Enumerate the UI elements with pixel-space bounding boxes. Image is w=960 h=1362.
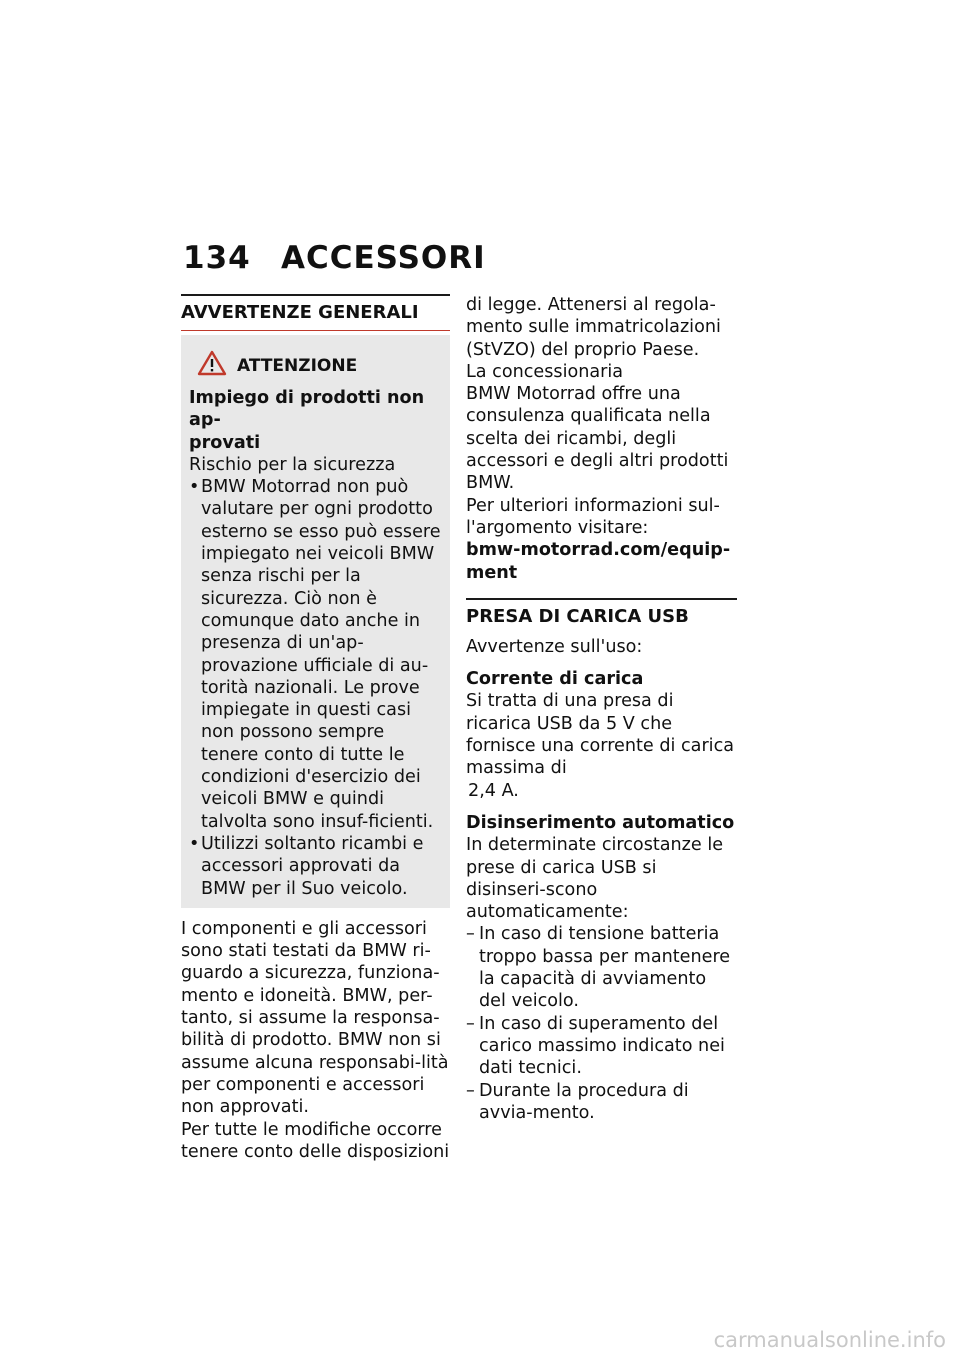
- warning-title: ATTENZIONE: [237, 355, 358, 376]
- watermark: carmanualsonline.info: [713, 1328, 946, 1352]
- current-value: 2,4 A.: [468, 780, 519, 801]
- warning-triangle-icon: [197, 350, 227, 382]
- dealer-title: La concessionaria: [466, 361, 624, 382]
- auto-shutoff-title: Disinserimento automatico: [466, 812, 735, 833]
- warning-bullet: • BMW Motorrad non può valutare per ogni prodotto esterno se esso può essere impiegato nei veicoli BMW senza rischi per la sicurezza. Ciò non è comunque dato anche in presenza di un'ap-provazione ufficiale di au-torità nazionali. Le prove impiegate in questi casi non possono sempre tenere conto di tutte le condizioni d'esercizio dei veicoli BMW e quindi talvolta sono insuf-ficienti.: [189, 476, 442, 833]
- paragraph-continuation: di legge. Attenersi al regola-mento sulle immatricolazioni (StVZO) del proprio Paese.: [466, 295, 721, 360]
- paragraph-components: I componenti e gli accessori sono stati testati da BMW ri-guardo a sicurezza, funziona-mento e idoneità. BMW, per-tanto, si assume la responsa-bilità di prodotto. BMW non si assume alcuna responsabi-lità per componenti e accessori non approvati.: [181, 918, 449, 1118]
- right-column: [466, 294, 737, 1124]
- list-item: – Durante la procedura di avvia-mento.: [466, 1080, 737, 1125]
- dealer-text: BMW Motorrad offre una consulenza qualificata nella scelta dei ricambi, degli accessori e degli altri prodotti BMW.: [466, 384, 729, 494]
- warning-heading: Impiego di prodotti non ap- provati: [189, 388, 425, 453]
- warning-header: [197, 351, 442, 381]
- chapter-title: ACCESSORI: [281, 240, 486, 276]
- current-title: Corrente di carica: [466, 669, 644, 690]
- warning-bullet-list: [189, 476, 442, 900]
- auto-shutoff-text: In determinate circostanze le prese di carica USB si disinseri-scono automaticamente:: [466, 835, 724, 923]
- section-title-usb: PRESA DI CARICA USB: [466, 605, 689, 627]
- warning-box: [181, 335, 450, 908]
- info-text: Per ulteriori informazioni sul-l'argomento visitare:: [466, 495, 720, 538]
- list-item: – In caso di superamento del carico massimo indicato nei dati tecnici.: [466, 1013, 737, 1080]
- section-title-general-warnings: AVVERTENZE GENERALI: [181, 296, 450, 331]
- page-number: 134: [183, 240, 251, 276]
- warning-bullet: • Utilizzi soltanto ricambi e accessori approvati da BMW per il Suo veicolo.: [189, 833, 442, 900]
- page-header: [183, 240, 486, 276]
- usb-intro: Avvertenze sull'uso:: [466, 636, 643, 657]
- equipment-link[interactable]: bmw-motorrad.com/equip-ment: [466, 540, 731, 583]
- list-item: – In caso di tensione batteria troppo bassa per mantenere la capacità di avviamento del veicolo.: [466, 923, 737, 1012]
- left-column: [181, 294, 450, 1163]
- current-text: Si tratta di una presa di ricarica USB da 5 V che fornisce una corrente di carica massima di: [466, 691, 735, 779]
- auto-shutoff-list: [466, 923, 737, 1124]
- paragraph-modifications: Per tutte le modifiche occorre tenere conto delle disposizioni: [181, 1119, 450, 1162]
- warning-subheading: Rischio per la sicurezza: [189, 454, 396, 475]
